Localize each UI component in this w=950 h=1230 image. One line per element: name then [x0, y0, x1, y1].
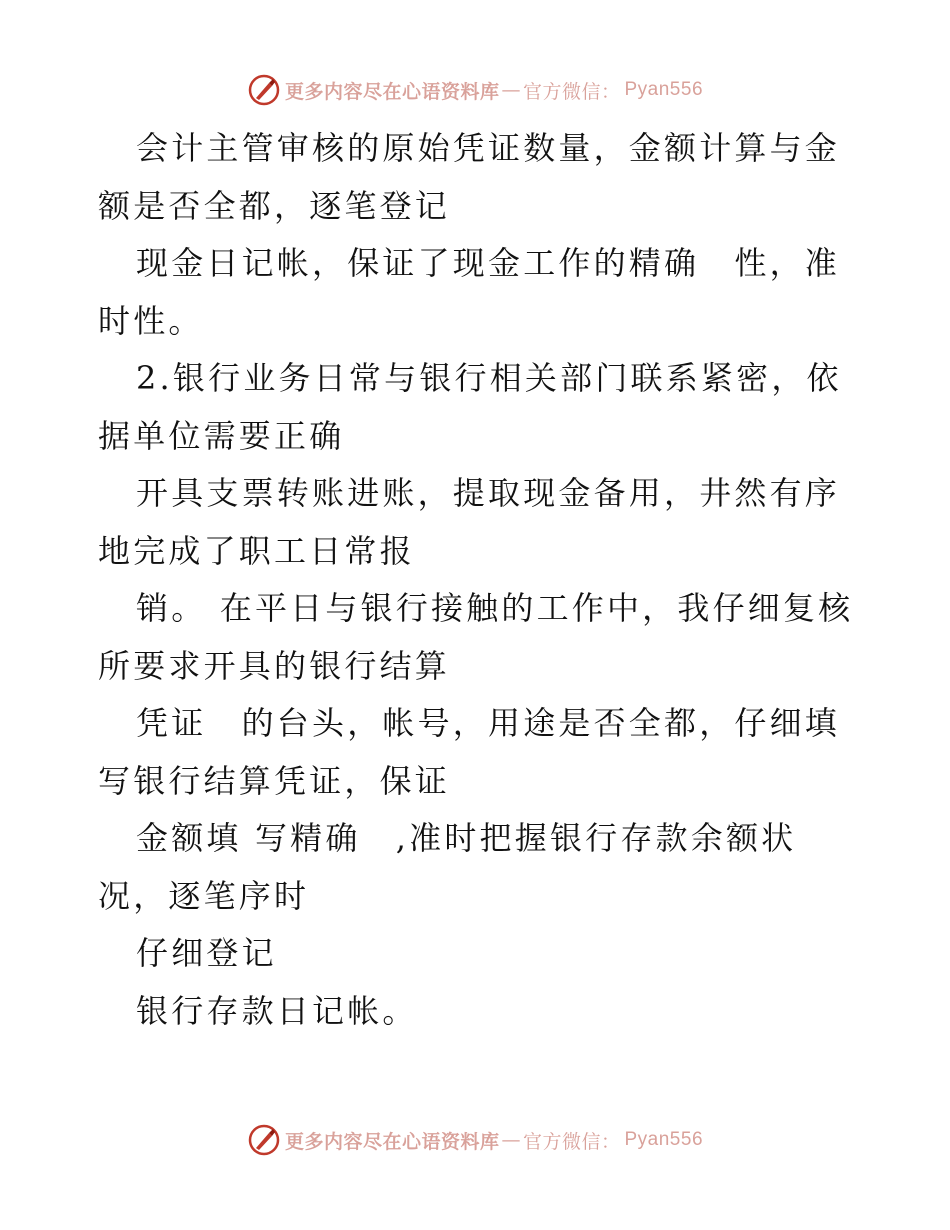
paragraph: 会计主管审核的原始凭证数量，金额计算与金额是否全都，逐笔登记 — [98, 129, 841, 225]
paragraph: 仔细登记 — [136, 934, 277, 972]
watermark-dash: — — [501, 79, 521, 101]
header-watermark — [0, 70, 950, 110]
pen-logo-icon — [247, 1123, 281, 1157]
watermark-sub-text: 官方微信： — [522, 80, 621, 103]
pen-logo-icon — [247, 73, 281, 107]
watermark-dash: — — [501, 1129, 521, 1151]
paragraph: 开具支票转账进账，提取现金备用，井然有序地完成了职工日常报 — [98, 474, 841, 570]
paragraph: 银行存款日记帐。 — [136, 991, 418, 1030]
watermark-main-text: 更多内容尽在心语资料库 — [284, 1130, 500, 1153]
paragraph: 销。 在平日与银行接触的工作中，我仔细复核所要求开具的银行结算 — [98, 589, 854, 685]
footer-watermark — [0, 1120, 950, 1160]
paragraph: 现金日记帐，保证了现金工作的精确 性，准时性。 — [98, 244, 841, 340]
document-body — [98, 120, 858, 1040]
watermark-wechat-id: Pyan556 — [624, 79, 704, 100]
watermark-wechat-id: Pyan556 — [624, 1129, 704, 1150]
watermark-main-text: 更多内容尽在心语资料库 — [284, 80, 500, 103]
paragraph: 凭证 的台头，帐号，用途是否全都，仔细填写银行结算凭证，保证 — [98, 704, 841, 800]
watermark-sub-text: 官方微信： — [522, 1130, 621, 1153]
paragraph: 2.银行业务日常与银行相关部门联系紧密，依据单位需要正确 — [98, 359, 842, 455]
paragraph: 金额填 写精确 ,准时把握银行存款余额状况，逐笔序时 — [98, 819, 797, 915]
